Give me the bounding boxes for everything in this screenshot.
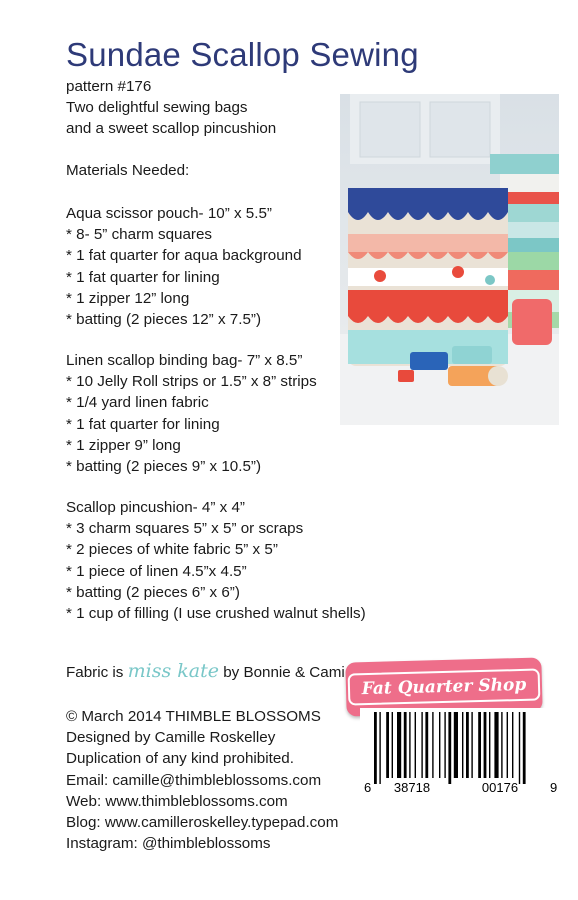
linen-bag-materials [66, 350, 317, 477]
pattern-number: pattern #176 [66, 78, 152, 95]
barcode-bar [471, 712, 472, 778]
section-heading: Linen scallop binding bag- 7” x 8.5” [66, 352, 303, 369]
barcode-bar [519, 712, 520, 784]
barcode-bar [489, 712, 490, 778]
barcode-bar [432, 712, 433, 778]
list-item: * 1 zipper 9” long [66, 436, 181, 454]
credits-block [66, 706, 338, 854]
barcode-bar [501, 712, 502, 778]
fabric-prefix: Fabric is [66, 664, 128, 681]
barcode-right-digits: 00176 [481, 780, 519, 795]
fabric-credit [66, 660, 345, 682]
list-item: * batting (2 pieces 12” x 7.5”) [66, 311, 262, 329]
barcode-bar [421, 712, 422, 778]
list-item: * 8- 5” charm squares [66, 226, 213, 244]
barcode-bar [484, 712, 487, 778]
barcode-bar [397, 712, 401, 778]
barcode-bar [374, 712, 377, 784]
blog: Blog: www.camilleroskelley.typepad.com [66, 814, 339, 832]
list-item: * 1 piece of linen 4.5”x 4.5” [66, 562, 247, 580]
list-item: * batting (2 pieces 9” x 10.5”) [66, 458, 262, 476]
barcode-bar [454, 712, 458, 778]
logo-text: Fat Quarter Shop [347, 668, 540, 705]
list-item: * 3 charm squares 5” x 5” or scraps [66, 520, 304, 538]
barcode-bar [507, 712, 508, 778]
barcode-bar [444, 712, 445, 778]
email: Email: camille@thimbleblossoms.com [66, 771, 322, 789]
fabric-brand: miss kate [127, 660, 219, 682]
pincushion-materials [66, 497, 366, 624]
barcode-bar [478, 712, 481, 778]
website: Web: www.thimbleblossoms.com [66, 792, 288, 810]
duplication-notice: Duplication of any kind prohibited. [66, 750, 294, 768]
barcode-bar [386, 712, 389, 778]
list-item: * batting (2 pieces 6” x 6”) [66, 583, 240, 601]
intro-line: and a sweet scallop pincushion [66, 120, 277, 138]
barcode-bar [512, 712, 513, 778]
designer: Designed by Camille Roskelley [66, 729, 276, 747]
list-item: * 1 fat quarter for lining [66, 415, 220, 433]
materials-heading: Materials Needed: [66, 162, 190, 179]
barcode-bar [392, 712, 393, 778]
barcode-bar [425, 712, 428, 778]
fabric-suffix: by Bonnie & Cami [218, 664, 345, 681]
barcode-bar [523, 712, 526, 784]
aqua-pouch-materials [66, 203, 302, 330]
barcode-check-digit: 9 [550, 780, 558, 795]
list-item: * 10 Jelly Roll strips or 1.5” x 8” strips [66, 373, 317, 391]
instagram: Instagram: @thimbleblossoms [66, 835, 271, 853]
product-photo [340, 94, 559, 425]
copyright: © March 2014 THIMBLE BLOSSOMS [66, 708, 321, 725]
intro-line: Two delightful sewing bags [66, 99, 248, 117]
list-item: * 1 fat quarter for lining [66, 268, 220, 286]
barcode-bar [409, 712, 410, 778]
list-item: * 1 cup of filling (I use crushed walnut shells) [66, 605, 366, 623]
section-heading: Scallop pincushion- 4” x 4” [66, 499, 245, 516]
section-heading: Aqua scissor pouch- 10” x 5.5” [66, 205, 272, 222]
barcode-left-digits: 38718 [393, 780, 431, 795]
barcode-bar [448, 712, 451, 784]
barcode-bar [466, 712, 469, 778]
barcode-bar [415, 712, 416, 778]
barcode [360, 708, 560, 808]
intro-block [66, 76, 276, 140]
barcode-bar [462, 712, 463, 778]
barcode-bar [494, 712, 498, 778]
pattern-title: Sundae Scallop Sewing [66, 36, 419, 73]
barcode-lead-digit: 6 [364, 780, 372, 795]
list-item: * 1/4 yard linen fabric [66, 394, 209, 412]
list-item: * 1 zipper 12” long [66, 289, 190, 307]
barcode-bar [404, 712, 407, 778]
list-item: * 2 pieces of white fabric 5” x 5” [66, 541, 278, 559]
barcode-bar [379, 712, 380, 784]
barcode-bar [439, 712, 440, 778]
list-item: * 1 fat quarter for aqua background [66, 247, 302, 265]
